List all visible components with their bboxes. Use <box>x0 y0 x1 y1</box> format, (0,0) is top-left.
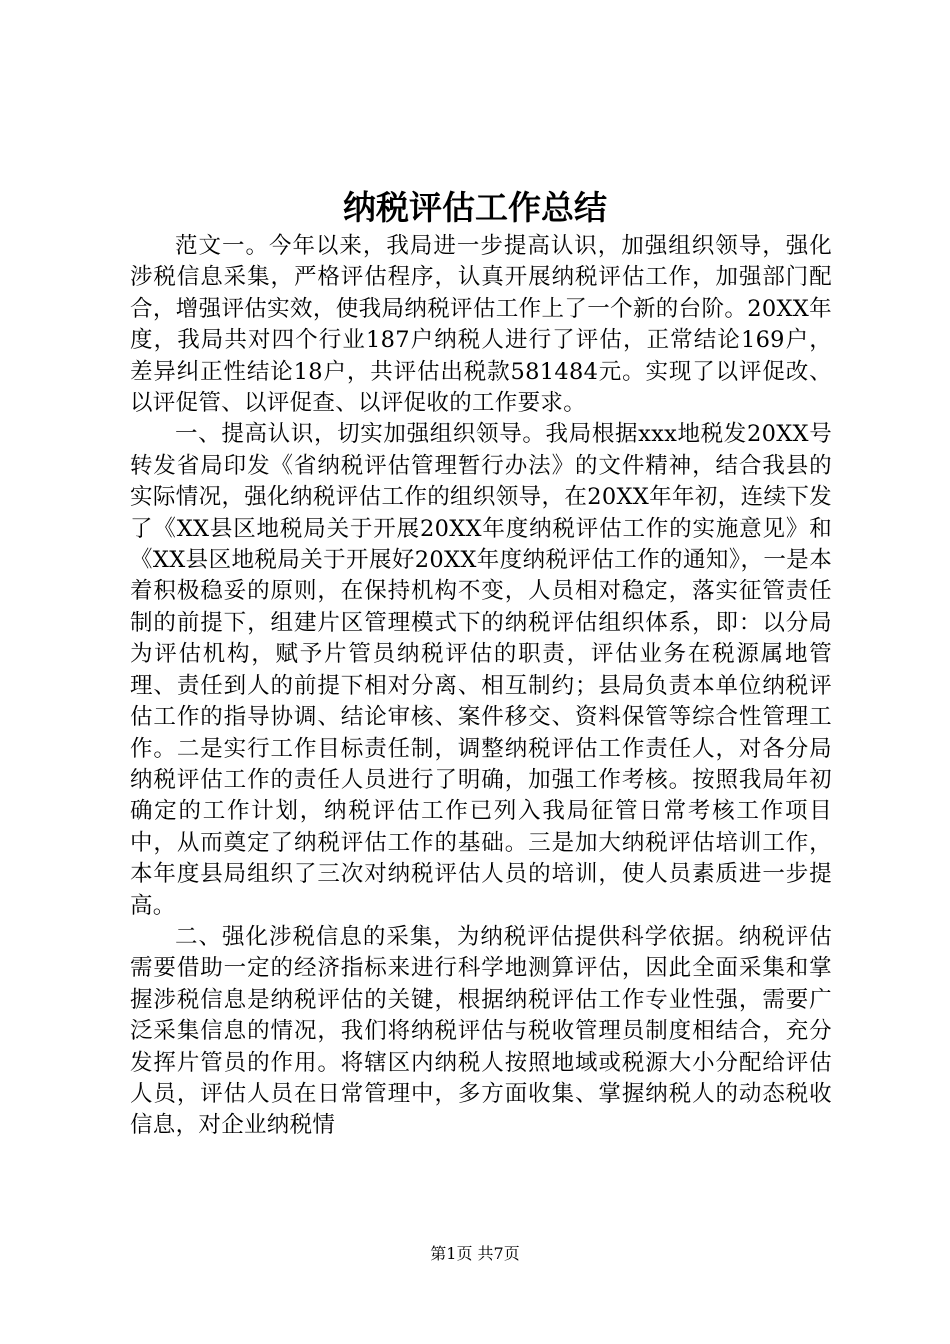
paragraph-intro: 范文一。今年以来，我局进一步提高认识，加强组织领导，强化涉税信息采集，严格评估程序，认真开展纳税评估工作，加强部门配合，增强评估实效，使我局纳税评估工作上了一个新的台阶。20XX年度，我局共对四个行业187户纳税人进行了评估，正常结论169户，差异纠正性结论18户，共评估出税款581484元。实现了以评促改、以评促管、以评促查、以评促收的工作要求。 <box>130 233 832 417</box>
document-title: 纳税评估工作总结 <box>343 188 607 227</box>
page-number-footer: 第1页 共7页 <box>430 1244 520 1263</box>
paragraph-section-two: 二、强化涉税信息的采集，为纳税评估提供科学依据。纳税评估需要借助一定的经济指标来进行科学地测算评估，因此全面采集和掌握涉税信息是纳税评估的关键，根据纳税评估工作专业性强，需要广泛采集信息的情况，我们将纳税评估与税收管理员制度相结合，充分发挥片管员的作用。将辖区内纳税人按照地域或税源大小分配给评估人员，评估人员在日常管理中，多方面收集、掌握纳税人的动态税收信息，对企业纳税情 <box>130 923 832 1139</box>
document-body <box>130 231 832 1142</box>
paragraph-section-one: 一、提高认识，切实加强组织领导。我局根据xxx地税发20XX号转发省局印发《省纳税评估管理暂行办法》的文件精神，结合我县的实际情况，强化纳税评估工作的组织领导，在20XX年年初，连续下发了《XX县区地税局关于开展20XX年度纳税评估工作的实施意见》和《XX县区地税局关于开展好20XX年度纳税评估工作的通知》，一是本着积极稳妥的原则，在保持机构不变，人员相对稳定，落实征管责任制的前提下，组建片区管理模式下的纳税评估组织体系，即：以分局为评估机构，赋予片管员纳税评估的职责，评估业务在税源属地管理、责任到人的前提下相对分离、相互制约；县局负责本单位纳税评估工作的指导协调、结论审核、案件移交、资料保管等综合性管理工作。二是实行工作目标责任制，调整纳税评估工作责任人，对各分局纳税评估工作的责任人员进行了明确，加强工作考核。按照我局年初确定的工作计划，纳税评估工作已列入我局征管日常考核工作项目中，从而奠定了纳税评估工作的基础。三是加大纳税评估培训工作，本年度县局组织了三次对纳税评估人员的培训，使人员素质进一步提高。 <box>130 421 832 919</box>
